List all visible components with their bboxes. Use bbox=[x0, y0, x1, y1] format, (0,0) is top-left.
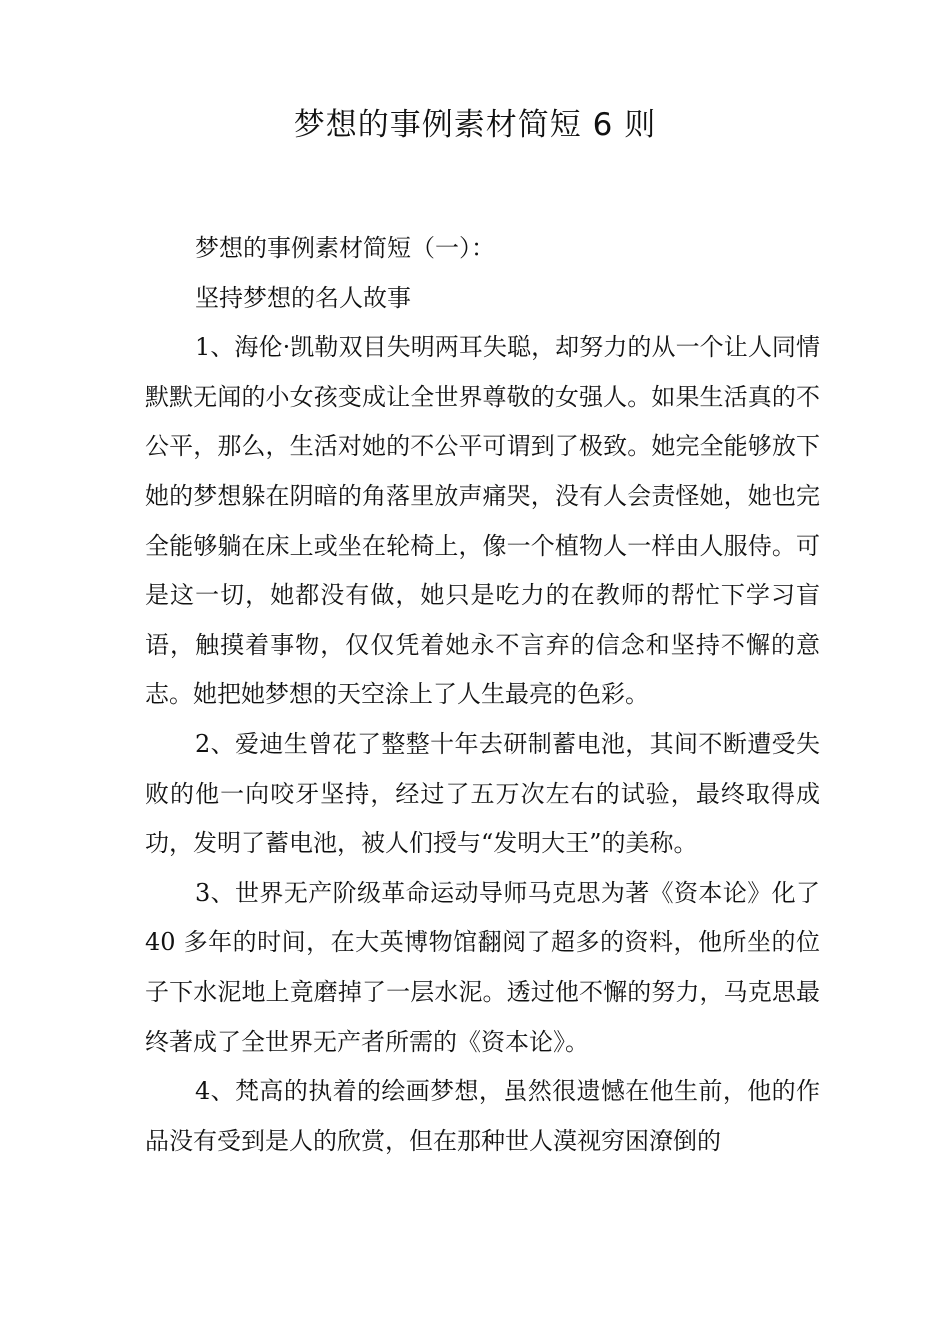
paragraph: 1、海伦·凯勒双目失明两耳失聪，却努力的从一个让人同情默默无闻的小女孩变成让全世界尊敬的女强人。如果生活真的不公平，那么，生活对她的不公平可谓到了极致。她完全能够放下她的梦想躲在阴暗的角落里放声痛哭，没有人会责怪她，她也完全能够躺在床上或坐在轮椅上，像一个植物人一样由人服侍。可是这一切，她都没有做，她只是吃力的在教师的帮忙下学习盲语，触摸着事物，仅仅凭着她永不言弃的信念和坚持不懈的意志。她把她梦想的天空涂上了人生最亮的色彩。 bbox=[145, 333, 820, 709]
paragraph: 4、梵高的执着的绘画梦想，虽然很遗憾在他生前，他的作品没有受到是人的欣赏，但在那种世人漠视穷困潦倒的 bbox=[145, 1077, 820, 1155]
section-heading: 梦想的事例素材简短（一）： bbox=[195, 234, 495, 262]
document-body bbox=[145, 224, 820, 1166]
subsection-heading: 坚持梦想的名人故事 bbox=[195, 283, 411, 312]
document-title: 梦想的事例素材简短 6 则 bbox=[293, 107, 657, 143]
paragraph: 3、世界无产阶级革命运动导师马克思为著《资本论》化了 40 多年的时间，在大英博物馆翻阅了超多的资料，他所坐的位子下水泥地上竟磨掉了一层水泥。透过他不懈的努力，马克思最终著成了全世界无产者所需的《资本论》。 bbox=[145, 878, 820, 1056]
paragraph: 2、爱迪生曾花了整整十年去研制蓄电池，其间不断遭受失败的他一向咬牙坚持，经过了五万次左右的试验，最终取得成功，发明了蓄电池，被人们授与“发明大王”的美称。 bbox=[145, 729, 820, 858]
